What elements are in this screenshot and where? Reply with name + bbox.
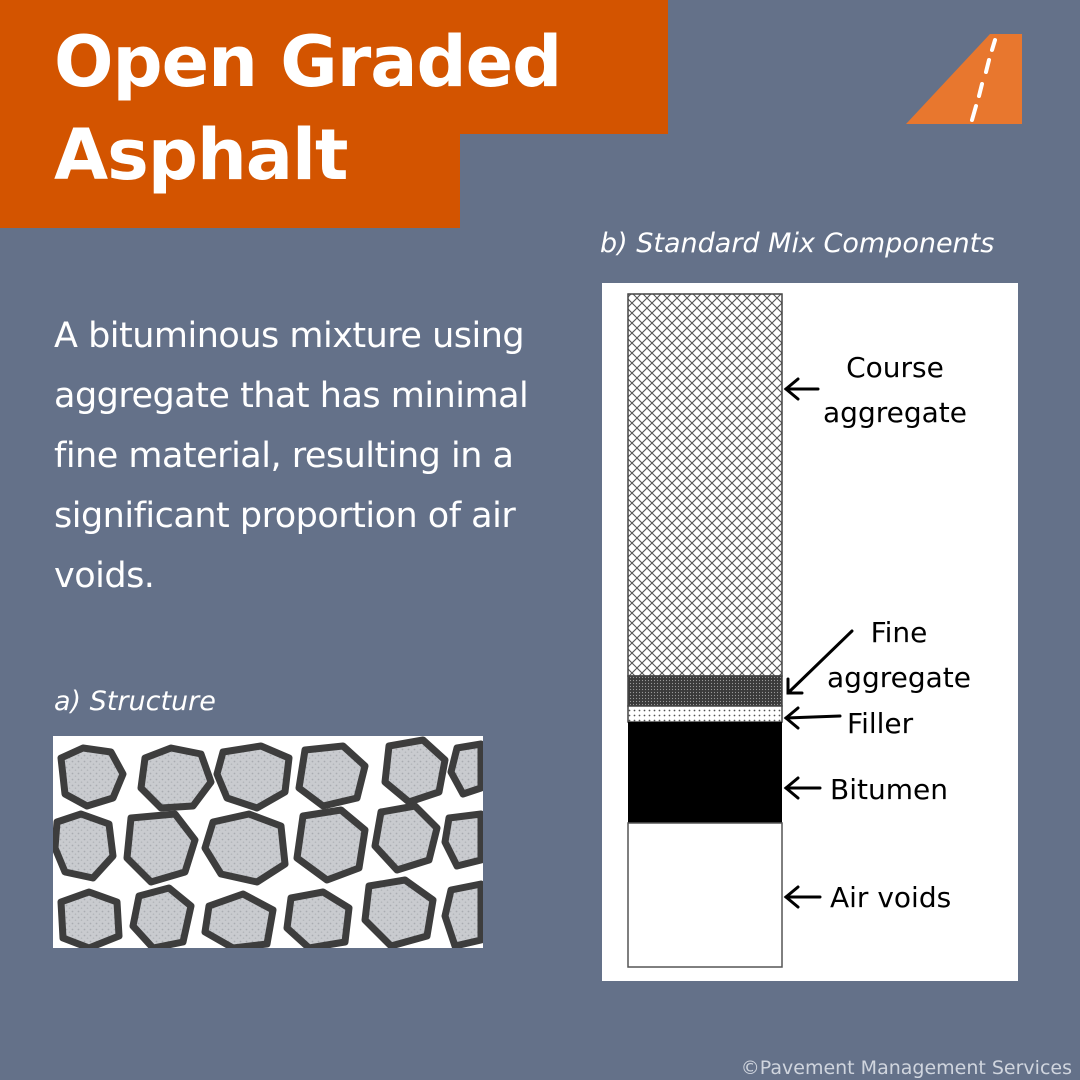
mix-components-panel <box>602 283 1018 981</box>
road-icon <box>906 34 1022 126</box>
copyright-text: ©Pavement Management Services <box>740 1057 1072 1079</box>
label-fine-aggregate <box>824 610 974 700</box>
title-line-2: Asphalt <box>54 114 348 196</box>
mix-components-caption: b) Standard Mix Components <box>600 228 995 259</box>
arrow-filler <box>786 716 840 718</box>
label-course-aggregate-line2: aggregate <box>823 396 967 429</box>
structure-caption: a) Structure <box>54 686 216 717</box>
title-line-1: Open Graded <box>54 21 562 103</box>
layer-filler <box>628 706 782 722</box>
label-filler: Filler <box>847 707 914 740</box>
layer-air-voids <box>628 823 782 967</box>
layer-course-aggregate <box>628 294 782 676</box>
layer-bitumen <box>628 722 782 823</box>
structure-illustration <box>53 736 483 948</box>
label-course-aggregate <box>820 345 970 435</box>
description-text: A bituminous mixture using aggregate that has minimal fine material, resulting in a significant proportion of air voids. <box>54 316 529 596</box>
layer-fine-aggregate <box>628 676 782 706</box>
label-fine-aggregate-line1: Fine <box>870 616 928 649</box>
label-bitumen: Bitumen <box>830 773 948 806</box>
label-air-voids: Air voids <box>830 881 952 914</box>
label-course-aggregate-line1: Course <box>846 351 944 384</box>
label-fine-aggregate-line2: aggregate <box>827 661 971 694</box>
